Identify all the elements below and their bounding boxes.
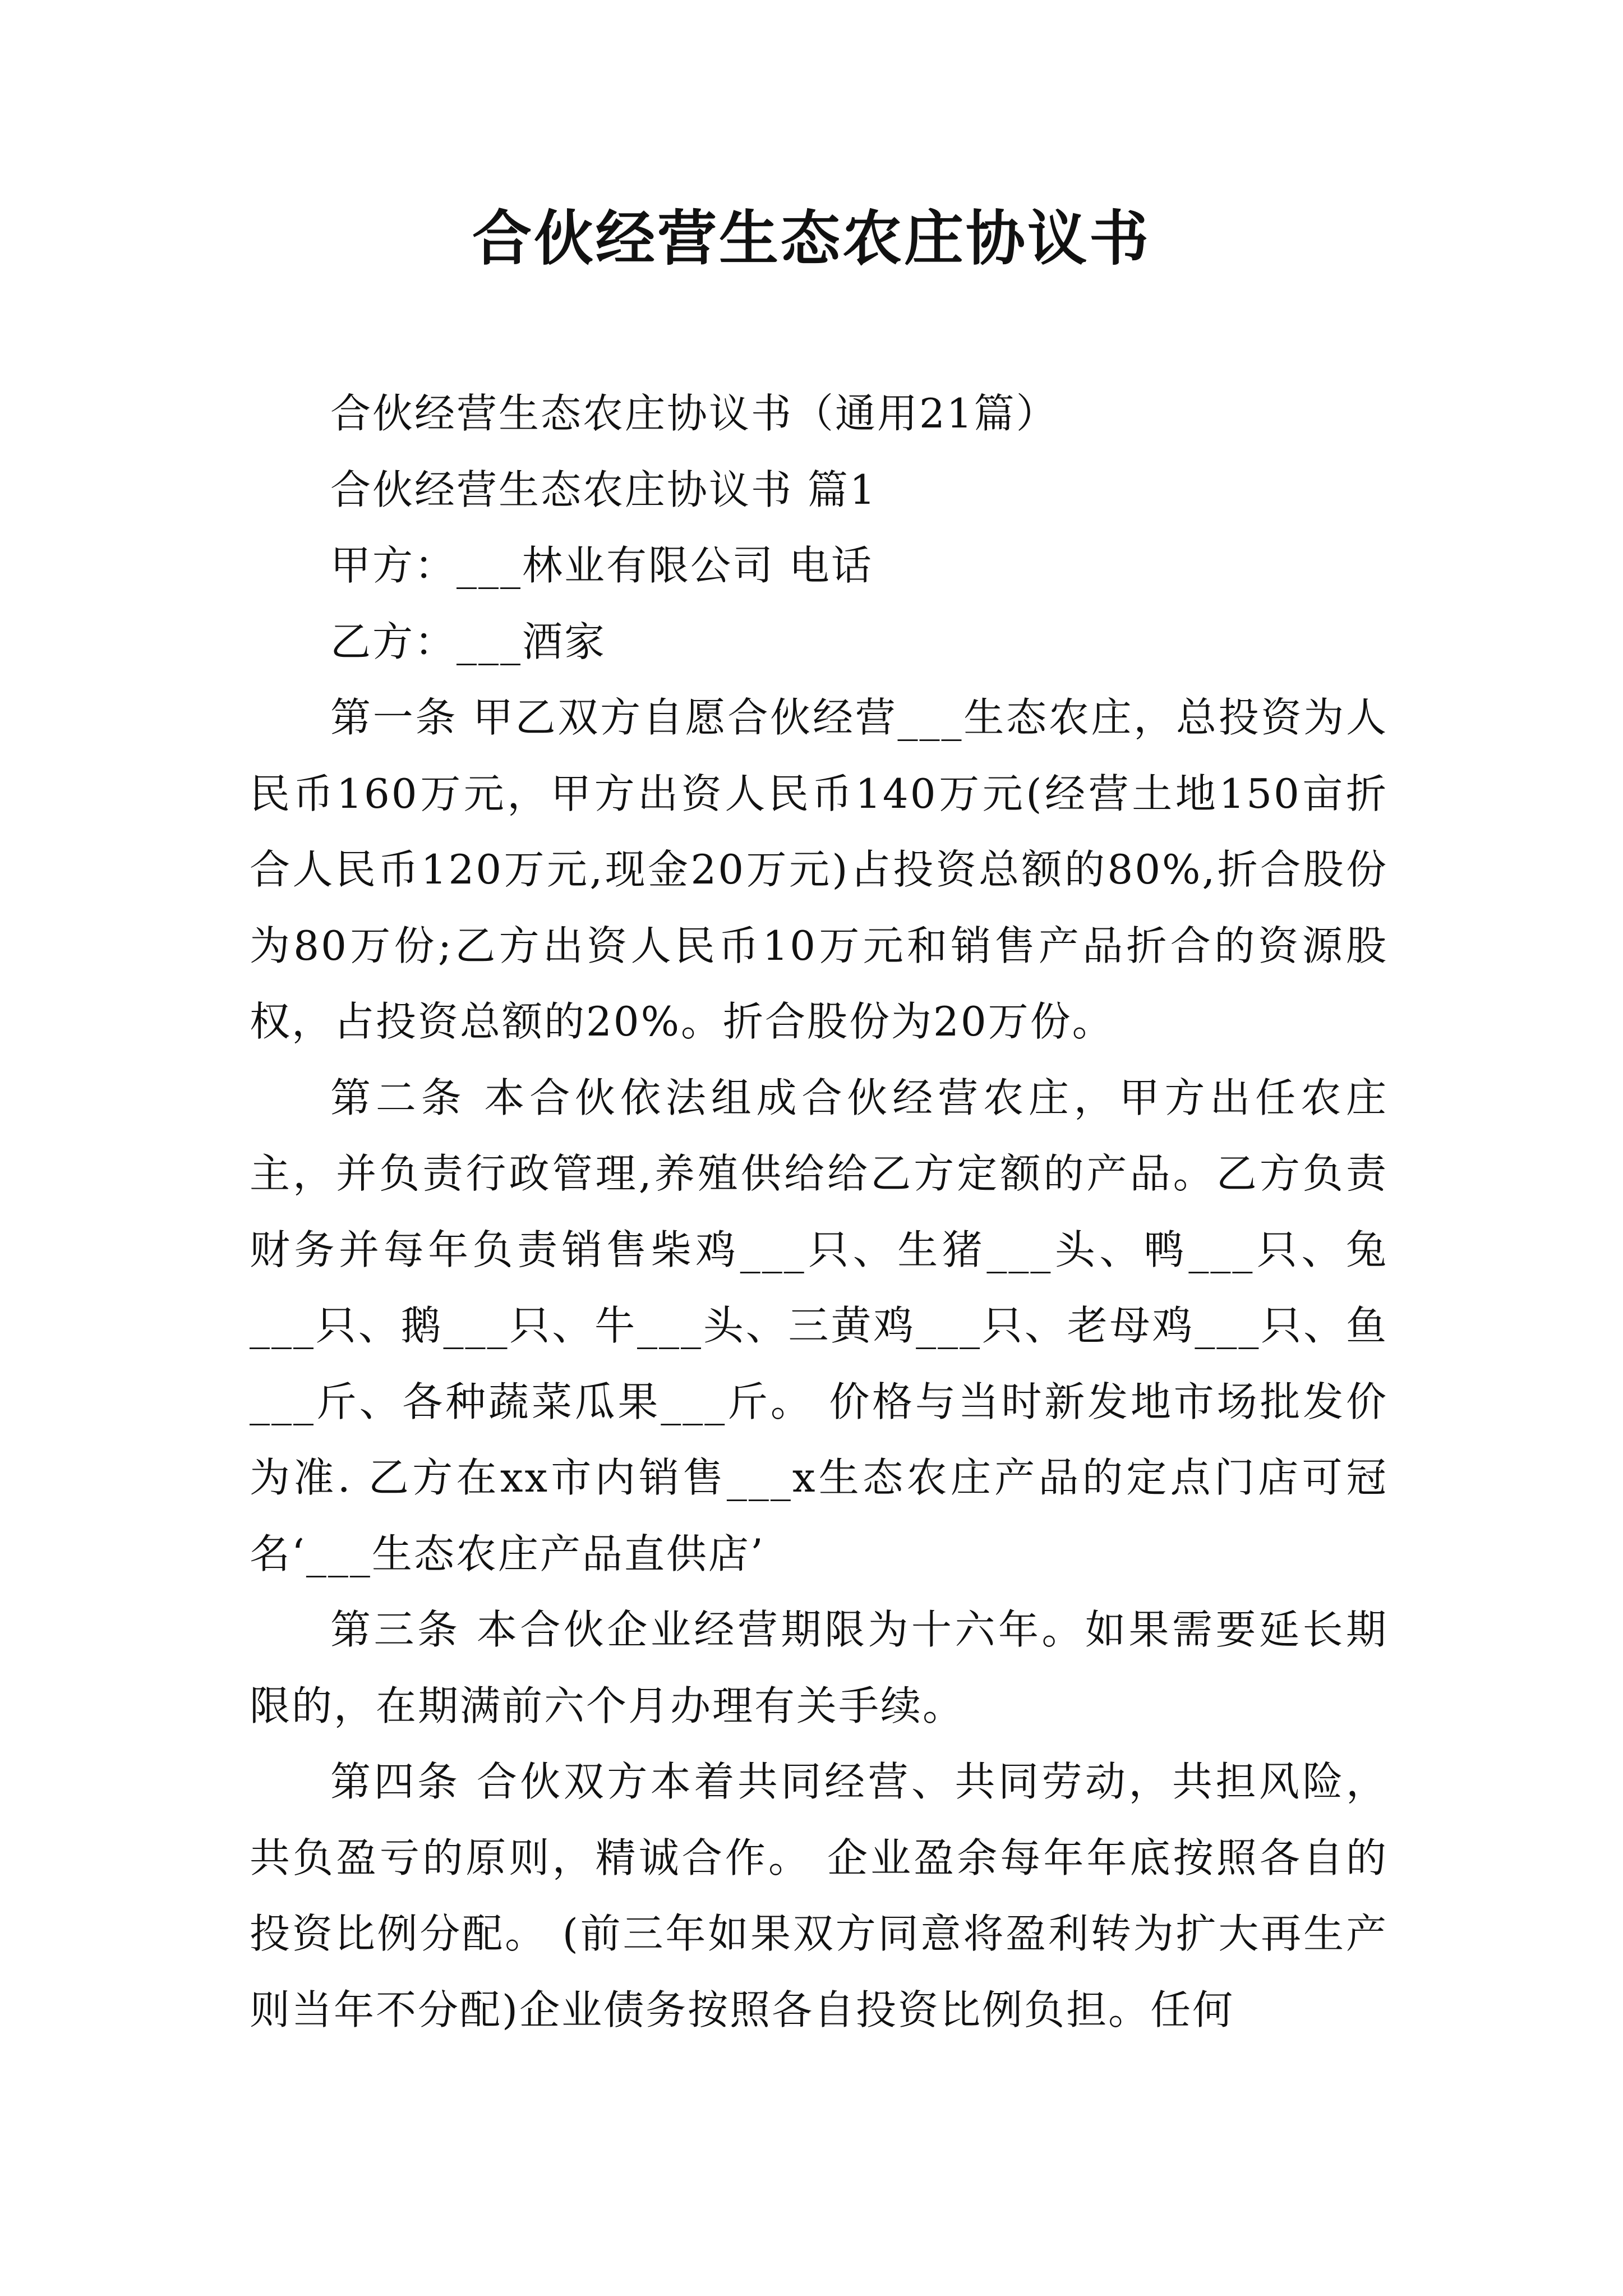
article-3-paragraph: 第三条 本合伙企业经营期限为十六年。如果需要延长期限的，在期满前六个月办理有关手续。 <box>250 1606 1388 1729</box>
article-4-paragraph: 第四条 合伙双方本着共同经营、共同劳动，共担风险，共负盈亏的原则，精诚合作。 企业盈余每年年底按照各自的投资比例分配。 (前三年如果双方同意将盈利转为扩大再生产则当年不分配)企业债务按照各自投资比例负担。任何 <box>250 1758 1388 2033</box>
document-title: 合伙经营生态农庄协议书 <box>472 203 1151 273</box>
section-heading: 合伙经营生态农庄协议书 篇1 <box>330 466 877 513</box>
party-b-line: 乙方：___酒家 <box>330 618 607 665</box>
subtitle-line: 合伙经营生态农庄协议书（通用21篇） <box>330 390 1058 437</box>
document-body <box>250 376 1388 2048</box>
article-1-paragraph: 第一条 甲乙双方自愿合伙经营___生态农庄，总投资为人民币160万元，甲方出资人民币140万元(经营土地150亩折合人民币120万元,现金20万元)占投资总额的80%,折合股份为80万份;乙方出资人民币10万元和销售产品折合的资源股权，占投资总额的20%。折合股份为20万份。 <box>250 694 1388 1045</box>
party-a-line: 甲方：___林业有限公司 电话 <box>330 542 873 589</box>
article-2-paragraph: 第二条 本合伙依法组成合伙经营农庄，甲方出任农庄主，并负责行政管理,养殖供给给乙方定额的产品。乙方负责财务并每年负责销售柴鸡___只、生猪___头、鸭___只、兔___只、鹅___只、牛___头、三黄鸡___只、老母鸡___只、鱼___斤、各种蔬菜瓜果___斤。 价格与当时新发地市场批发价为准. 乙方在xx市内销售___x生态农庄产品的定点门店可冠名‘___生态农庄产品直供店’ <box>250 1074 1388 1577</box>
